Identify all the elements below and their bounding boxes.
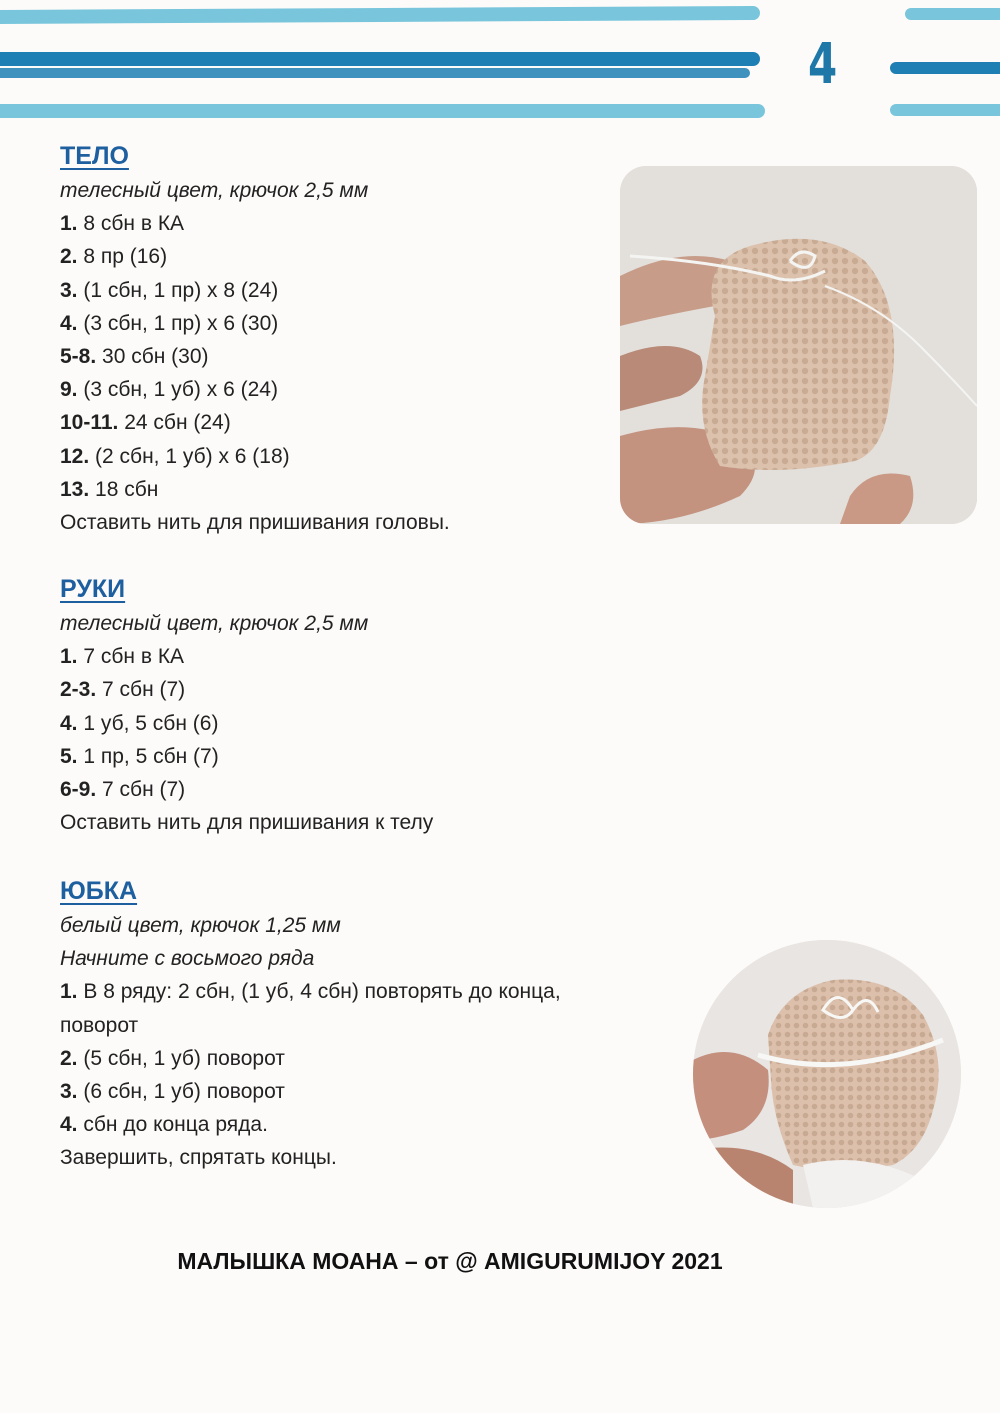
footer-credit: МАЛЫШКА МОАНА – от @ AMIGURUMIJOY 2021: [177, 1248, 723, 1274]
stripe-light-top-right: [905, 8, 1000, 20]
section-subtitle: телесный цвет, крючок 2,5 мм: [60, 612, 369, 635]
section-note: Завершить, спрятать концы.: [60, 1146, 337, 1170]
pattern-row: 2. 8 пр (16): [60, 245, 168, 269]
pattern-row: 1. 7 сбн в КА: [60, 645, 185, 669]
stripe-light-bottom: [0, 104, 765, 118]
section-note: Оставить нить для пришивания к телу: [60, 811, 434, 835]
stripe-dark-right: [890, 62, 1000, 74]
pattern-row: 2-3. 7 сбн (7): [60, 678, 186, 702]
stripe-dark-2: [0, 68, 750, 78]
body-photo-illustration: [620, 166, 977, 524]
pattern-row: 3. (1 сбн, 1 пр) х 8 (24): [60, 278, 279, 302]
skirt-photo: [693, 940, 961, 1208]
stripe-light-top: [0, 6, 760, 24]
pattern-row: 4. 1 уб, 5 сбн (6): [60, 711, 219, 735]
section-title: РУКИ: [60, 575, 126, 603]
pattern-row: 13. 18 сбн: [60, 477, 159, 501]
section-title: ЮБКА: [60, 877, 138, 905]
pattern-row: 10-11. 24 сбн (24): [60, 411, 231, 435]
section-body: [60, 140, 660, 539]
row-list: [60, 975, 660, 1141]
section-arms: [60, 573, 660, 839]
pattern-row: 3. (6 сбн, 1 уб) поворот: [60, 1080, 285, 1104]
pattern-row: поворот: [60, 1013, 139, 1037]
row-list: [60, 640, 660, 806]
stripe-light-bottom-right: [890, 104, 1000, 116]
pattern-row: 4. сбн до конца ряда.: [60, 1113, 268, 1137]
page-number: 4: [808, 32, 838, 97]
section-subtitle-2: Начните с восьмого ряда: [60, 947, 315, 971]
skirt-photo-illustration: [693, 940, 961, 1208]
pattern-row: 1. В 8 ряду: 2 сбн, (1 уб, 4 сбн) повторять до конца,: [60, 980, 561, 1004]
pattern-row: 5. 1 пр, 5 сбн (7): [60, 744, 219, 768]
pattern-row: 2. (5 сбн, 1 уб) поворот: [60, 1046, 285, 1070]
pattern-row: 5-8. 30 сбн (30): [60, 345, 209, 369]
pattern-row: 12. (2 сбн, 1 уб) х 6 (18): [60, 444, 290, 468]
section-skirt: [60, 875, 660, 1175]
section-subtitle: телесный цвет, крючок 2,5 мм: [60, 179, 369, 202]
pattern-row: 4. (3 сбн, 1 пр) х 6 (30): [60, 311, 279, 335]
row-list: [60, 207, 660, 506]
pattern-row: 6-9. 7 сбн (7): [60, 778, 186, 802]
body-photo: [620, 166, 977, 524]
section-note: Оставить нить для пришивания головы.: [60, 511, 450, 535]
section-subtitle: белый цвет, крючок 1,25 мм: [60, 914, 341, 937]
stripe-dark-1: [0, 52, 760, 66]
pattern-row: 1. 8 сбн в КА: [60, 212, 185, 236]
section-title: ТЕЛО: [60, 142, 129, 170]
pattern-row: 9. (3 сбн, 1 уб) х 6 (24): [60, 378, 278, 402]
